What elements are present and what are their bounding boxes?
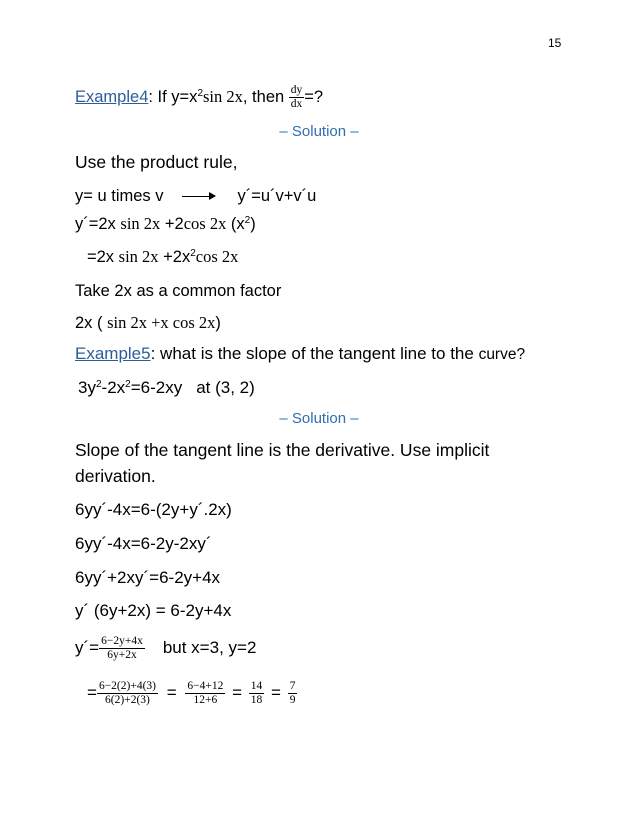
example5-question: : what is the slope of the tangent line to the — [150, 344, 479, 363]
fraction-numerator: 14 — [250, 680, 263, 693]
step-text: =2x — [87, 248, 119, 266]
derivation-step: 6yy´-4x=6-(2y+y´.2x) — [75, 500, 232, 519]
fraction-numerator: dy — [290, 84, 303, 96]
common-factor-text: Take 2x as a common factor — [75, 282, 282, 300]
rule-left: y= u times v — [75, 187, 164, 205]
derivation-step: 6yy´+2xy´=6-2y+4x — [75, 568, 221, 587]
sin-term: sin 2x — [120, 214, 161, 233]
solution-heading: – Solution – — [279, 410, 359, 427]
step-text: +x — [146, 313, 173, 332]
example5-line — [75, 344, 525, 365]
example4-link[interactable]: Example4 — [75, 87, 149, 106]
example4-text: , then — [242, 87, 289, 106]
fraction-denominator: 18 — [250, 694, 263, 707]
fraction-numerator: 7 — [289, 680, 296, 693]
rule-line — [75, 186, 316, 206]
step-text: 2x ( — [75, 314, 108, 332]
step3-line — [75, 313, 221, 333]
eq-text: -2x — [101, 378, 126, 397]
fraction-denominator: 12+6 — [193, 694, 218, 707]
superscript: 2 — [190, 248, 196, 259]
evaluation-line — [87, 676, 297, 710]
cos-term: cos 2x — [183, 214, 227, 233]
fraction-numerator: 6−4+12 — [187, 680, 224, 693]
fraction-numerator: 6−2(2)+4(3) — [98, 680, 156, 693]
rule-right: y´=u´v+v´u — [237, 187, 317, 205]
superscript: 2 — [197, 87, 203, 99]
step-text: ) — [250, 215, 256, 233]
example4-line — [75, 84, 323, 111]
sin-term: sin 2x — [107, 313, 147, 332]
derivative-fraction — [99, 635, 145, 662]
fraction-numerator: 6−2y+4x — [101, 635, 143, 648]
example5-link[interactable]: Example5 — [75, 344, 151, 363]
product-rule-text: Use the product rule, — [75, 152, 238, 172]
substitution-note: but x=3, y=2 — [162, 638, 257, 657]
equals-sign: = — [232, 683, 243, 702]
derivative-formula-line — [75, 631, 256, 665]
fraction — [288, 680, 298, 707]
superscript: 2 — [125, 379, 131, 390]
step1-line — [75, 214, 256, 234]
step-text: (x — [226, 215, 245, 233]
equation-line — [78, 378, 255, 398]
eq-text: =6-2xy — [130, 378, 183, 397]
step2-line — [87, 247, 238, 267]
dy-dx-fraction — [289, 84, 305, 111]
superscript: 2 — [95, 379, 102, 390]
equals-sign: = — [271, 683, 281, 702]
derivation-step: y´ (6y+2x) = 6-2y+4x — [75, 601, 232, 620]
sin-term: sin 2x — [203, 86, 243, 106]
fraction-denominator: dx — [290, 98, 303, 110]
eq-point: at (3, 2) — [196, 378, 255, 397]
fraction — [97, 680, 158, 707]
sin-term: sin 2x — [118, 247, 159, 266]
example4-text: =? — [304, 87, 324, 106]
page-number: 15 — [548, 36, 562, 50]
fraction — [249, 680, 265, 707]
fraction-denominator: 6y+2x — [107, 649, 137, 662]
right-arrow-icon — [182, 192, 216, 202]
step-text: +2x — [158, 248, 191, 266]
eq-text: 3y — [78, 378, 96, 397]
example4-text: : If y=x — [148, 87, 198, 106]
fraction — [185, 680, 225, 707]
fraction-denominator: 6(2)+2(3) — [105, 694, 150, 707]
derivation-step: 6yy´-4x=6-2y-2xy´ — [75, 534, 212, 553]
superscript: 2 — [244, 215, 251, 226]
slope-text-line2: derivation. — [75, 466, 156, 486]
cos-term: cos 2x — [172, 313, 216, 332]
step-text: y´= — [75, 638, 100, 657]
equals-sign: = — [166, 683, 177, 702]
example5-curve: curve? — [478, 346, 526, 363]
fraction-denominator: 9 — [289, 694, 296, 707]
slope-text-line1: Slope of the tangent line is the derivative. Use implicit — [75, 440, 490, 460]
step-text: +2 — [160, 215, 184, 233]
cos-term: cos 2x — [195, 247, 239, 266]
step-text: ) — [215, 314, 221, 332]
step-text: y´=2x — [75, 215, 121, 233]
equals-sign: = — [87, 683, 97, 702]
solution-heading: – Solution – — [279, 123, 359, 140]
